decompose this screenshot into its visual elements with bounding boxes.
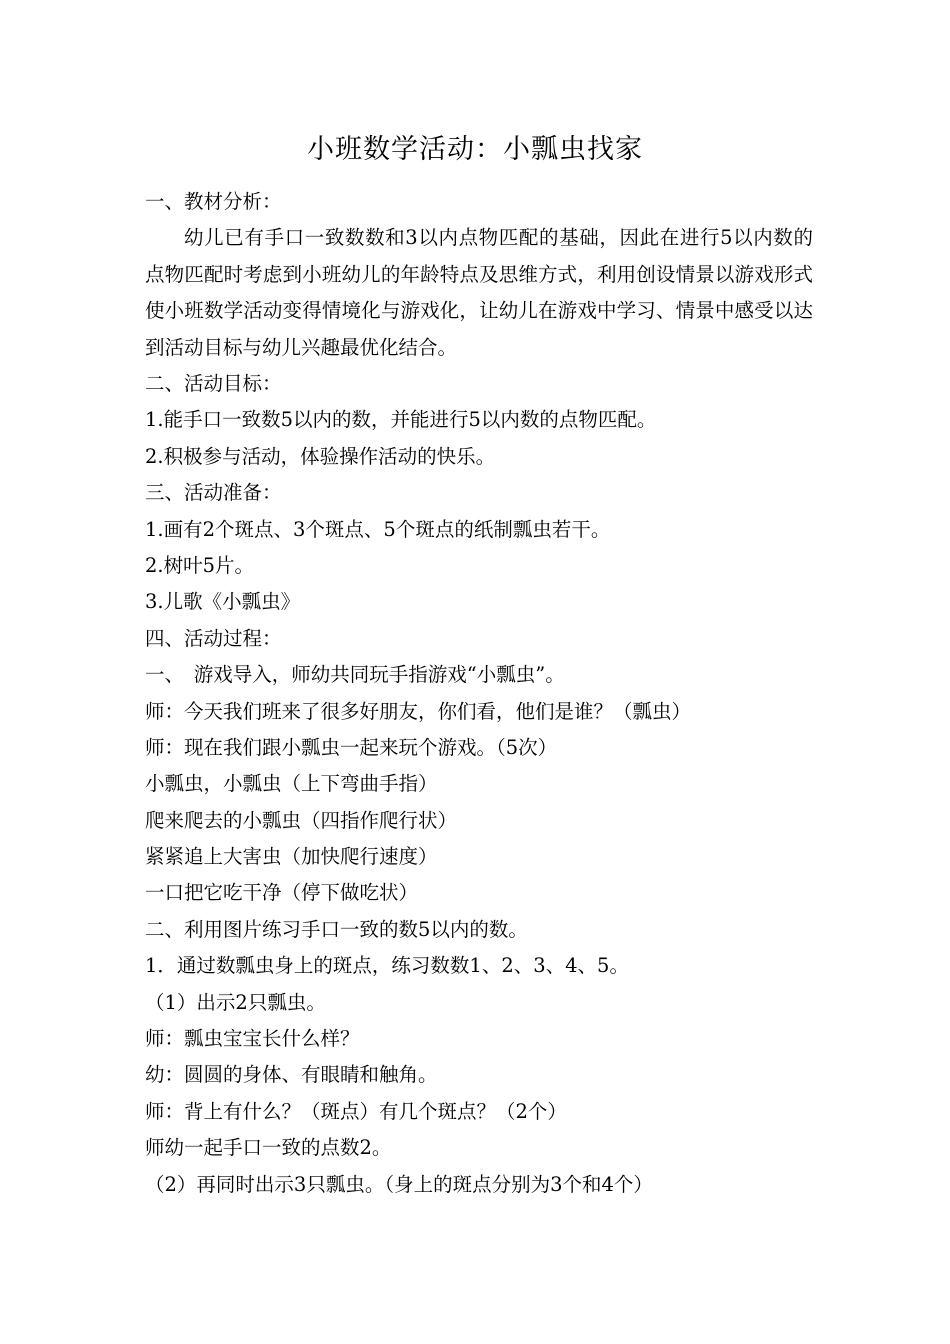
process-line: 师：今天我们班来了很多好朋友，你们看，他们是谁？（瓢虫） — [145, 699, 692, 723]
process-line: 小瓢虫，小瓢虫（上下弯曲手指） — [145, 772, 438, 796]
preparation-item: 2.树叶5片。 — [145, 553, 255, 577]
document-body — [145, 184, 813, 1203]
process-line: 师：背上有什么？（斑点）有几个斑点？（2个） — [145, 1099, 567, 1123]
process-line: 师：瓢虫宝宝长什么样？ — [145, 1027, 360, 1051]
process-line: 一、 游戏导入，师幼共同玩手指游戏“小瓢虫”。 — [145, 663, 565, 687]
section-heading-analysis: 一、教材分析： — [145, 190, 282, 213]
process-line: 1．通过数瓢虫身上的斑点，练习数数1、2、3、4、5。 — [145, 954, 629, 978]
process-line: 师：现在我们跟小瓢虫一起来玩个游戏。（5次） — [145, 735, 558, 759]
goal-item: 1.能手口一致数5以内的数，并能进行5以内数的点物匹配。 — [145, 408, 657, 432]
process-line: （1）出示2只瓢虫。 — [145, 990, 326, 1014]
process-line: （2）再同时出示3只瓢虫。（身上的斑点分别为3个和4个） — [145, 1172, 653, 1196]
preparation-item: 3.儿歌《小瓢虫》 — [145, 590, 301, 614]
process-line: 二、利用图片练习手口一致的数5以内的数。 — [145, 917, 528, 941]
process-line: 师幼一起手口一致的点数2。 — [145, 1136, 392, 1160]
process-line: 爬来爬去的小瓢虫（四指作爬行状） — [145, 808, 458, 832]
process-line: 幼：圆圆的身体、有眼睛和触角。 — [145, 1063, 438, 1087]
process-line: 紧紧追上大害虫（加快爬行速度） — [145, 845, 438, 869]
preparation-item: 1.画有2个斑点、3个斑点、5个斑点的纸制瓢虫若干。 — [145, 517, 611, 541]
section-heading-process: 四、活动过程： — [145, 626, 282, 650]
document-title: 小班数学活动：小瓢虫找家 — [307, 134, 643, 165]
analysis-paragraph: 幼儿已有手口一致数数和3以内点物匹配的基础，因此在进行5以内数的点物匹配时考虑到小班幼儿的年龄特点及思维方式，利用创设情景以游戏形式使小班数学活动变得情境化与游戏化，让幼儿在游戏中学习、情景中感受以达到活动目标与幼儿兴趣最优化结合。 — [145, 226, 813, 359]
process-line: 一口把它吃干净（停下做吃状） — [145, 881, 419, 905]
goal-item: 2.积极参与活动，体验操作活动的快乐。 — [145, 444, 496, 468]
section-heading-goals: 二、活动目标： — [145, 372, 282, 396]
section-heading-preparation: 三、活动准备： — [145, 481, 282, 505]
